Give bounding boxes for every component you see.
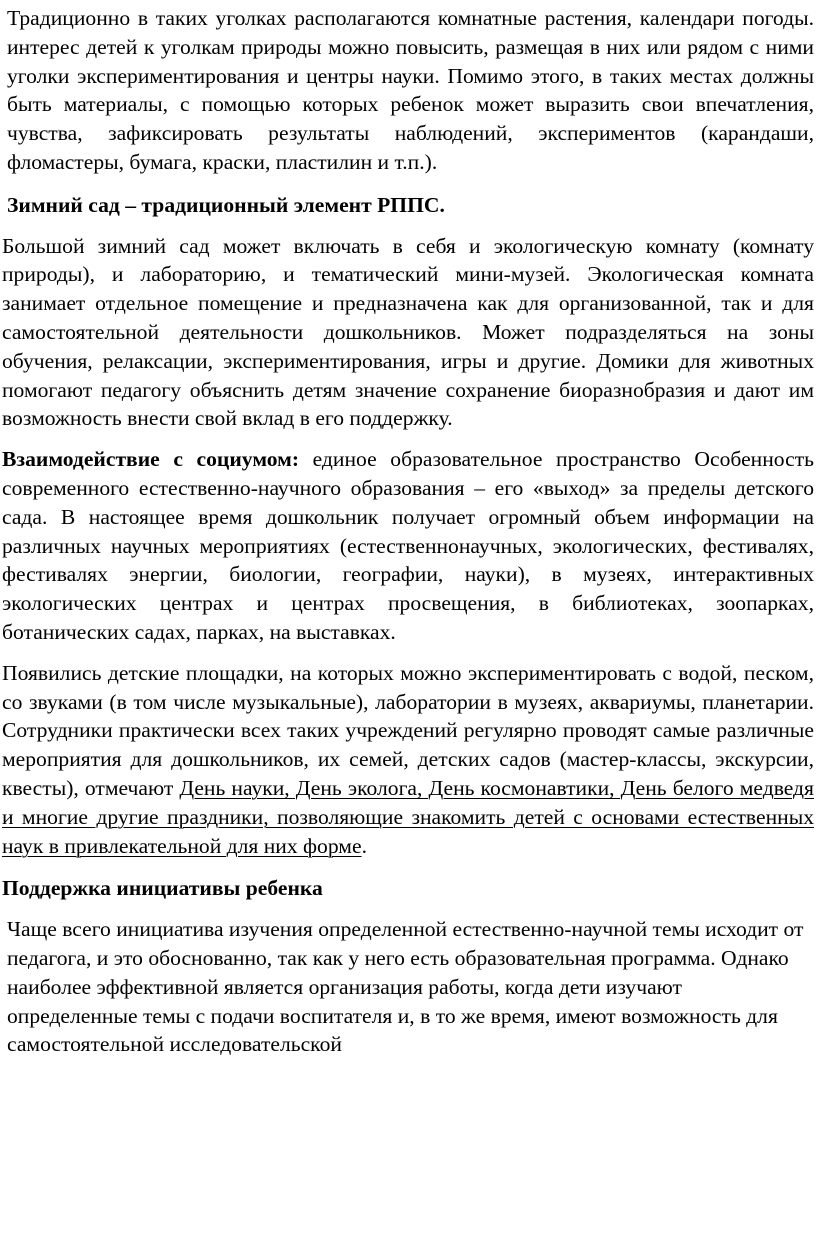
playgrounds-end: .	[361, 833, 367, 858]
playgrounds-text: Появились детские площадки, на которых можно экспериментировать с водой, песком, со звуками (в том числе музыкальные), лаборатории в музеях, аквариумы, планетарии. Сотрудники практически всех таких учреждений регулярно проводят самые различные мероприятия для дошкольников, их семей, детских садов (мастер-классы, экскурсии, квесты), отмечают	[2, 660, 814, 800]
paragraph-winter-garden: Большой зимний сад может включать в себя и экологическую комнату (комнату природы), и лабораторию, и тематический мини-музей. Экологическая комната занимает отдельное помещение и предназначена как для организованной, так и для самостоятельной деятельности дошкольников. Может подразделяться на зоны обучения, релаксации, экспериментирования, игры и другие. Домики для животных помогают педагогу объяснить детям значение сохранение биоразнобразия и дают им возможность внести свой вклад в его поддержку.	[2, 233, 814, 431]
paragraph-child-initiative: Чаще всего инициатива изучения определенной естественно-научной темы исходит от педагога, и это обоснованно, так как у него есть образовательная программа. Однако наиболее эффективной является организация работы, когда дети изучают определенные темы с подачи воспитателя и, в то же время, имеют возможность для самостоятельной исследовательской	[7, 917, 804, 1057]
paragraph-social-interaction	[2, 445, 814, 647]
social-interaction-lead: Взаимодействие с социумом:	[2, 447, 300, 472]
paragraph-playgrounds	[2, 659, 814, 861]
heading-winter-garden: Зимний сад – традиционный элемент РППС.	[7, 192, 445, 217]
social-interaction-text: единое образовательное пространство Особенность современного естественно-научного образования – его «выход» за пределы детского сада. В настоящее время дошкольник получает огромный объем информации на различных научных мероприятиях (естественнонаучных, экологических, фестивалях, фестивалях энергии, биологии, географии, науки), в музеях, интерактивных экологических центрах и центрах просвещения, в библиотеках, зоопарках, ботанических садах, парках, на выставках.	[2, 447, 814, 644]
paragraph-nature-corners: Традиционно в таких уголках располагаются комнатные растения, календари погоды. интерес детей к уголкам природы можно повысить, размещая в них или рядом с ними уголки экспериментирования и центры науки. Помимо этого, в таких местах должны быть материалы, с помощью которых ребенок может выразить свои впечатления, чувства, зафиксировать результаты наблюдений, экспериментов (карандаши, фломастеры, бумага, краски, пластилин и т.п.).	[7, 6, 814, 174]
holidays-underlined-text: День науки, День эколога, День космонавтики, День белого медведя и многие другие праздники, позволяющие знакомить детей с основами естественных наук в привлекательной для них форме	[2, 775, 814, 858]
heading-child-initiative: Поддержка инициативы ребенка	[2, 876, 323, 901]
